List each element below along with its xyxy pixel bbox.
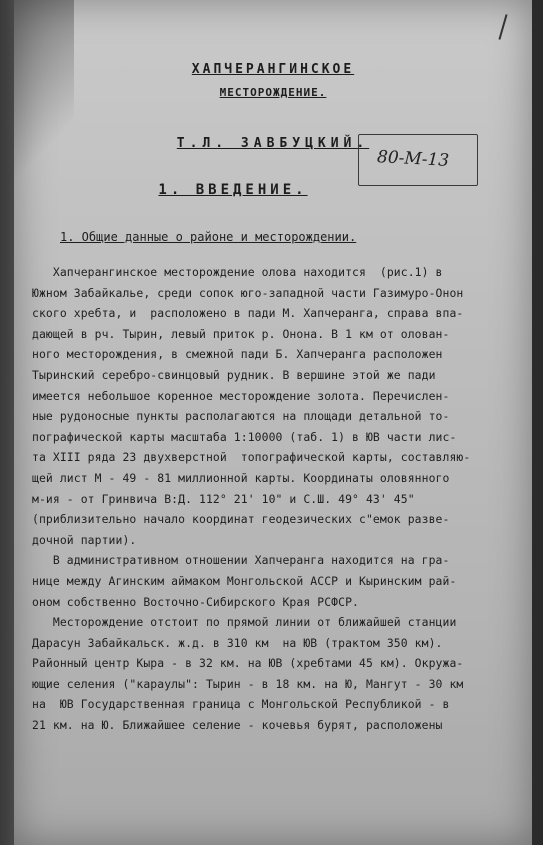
body-line: Дарасун Забайкальск. ж.д. в 310 км на ЮВ (трактом 350 км). bbox=[32, 635, 443, 650]
archive-stamp-code: 80-М-13 bbox=[376, 147, 450, 171]
body-line: Районный центр Кыра - в 32 км. на ЮВ (хребтами 45 км). Окружа- bbox=[32, 656, 464, 671]
body-line: 21 км. на Ю. Ближайшее селение - кочевья бурят, расположены bbox=[32, 718, 443, 733]
document-title: ХАПЧЕРАНГИНСКОЕ bbox=[191, 62, 355, 77]
body-line: имеется небольшое коренное месторождение золота. Перечислен- bbox=[32, 388, 450, 403]
body-line: Месторождение отстоит по прямой линии от ближайшей станции bbox=[32, 615, 457, 630]
section-heading: 1. ВВЕДЕНИЕ. bbox=[158, 182, 308, 198]
pen-mark bbox=[498, 14, 507, 40]
body-line: В административном отношении Хапчеранга находится на гра- bbox=[32, 553, 450, 568]
body-line: на ЮВ Государственная граница с Монгольской Республикой - в bbox=[32, 697, 450, 712]
document-subtitle: МЕСТОРОЖДЕНИЕ. bbox=[219, 86, 327, 99]
body-line: м-ия - от Гринвича В:Д. 112° 21' 10" и С.Ш. 49° 43' 45" bbox=[32, 491, 415, 506]
body-line: ного месторождения, в смежной пади Б. Хапчеранга расположен bbox=[32, 347, 443, 362]
body-line: Хапчерангинское месторождение олова находится (рис.1) в bbox=[32, 265, 443, 279]
body-line: оном собственно Восточно-Сибирского Края РСФСР. bbox=[32, 594, 360, 609]
body-line: дающей в рч. Тырин, левый приток р. Онона. В 1 км от олован- bbox=[32, 326, 450, 341]
subsection-heading: 1. Общие данные о районе и месторождении. bbox=[60, 230, 357, 244]
document-page bbox=[14, 0, 532, 845]
body-line: (приблизительно начало координат геодезических с"емок разве- bbox=[32, 512, 450, 527]
body-line: дочной партии). bbox=[32, 532, 137, 547]
body-line: пографической карты масштаба 1:10000 (таб. 1) в ЮВ части лис- bbox=[32, 429, 457, 444]
body-line: ные рудоносные пункты располагаются на площади детальной то- bbox=[32, 409, 450, 424]
body-line: щей лист М - 49 - 81 миллионной карты. Координаты оловянного bbox=[32, 470, 450, 485]
body-line: Южном Забайкалье, среди сопок юго-западной части Газимуро-Онон bbox=[32, 285, 464, 300]
body-line: Тыринский серебро-свинцовый рудник. В вершине этой же пади bbox=[32, 367, 436, 382]
body-line: ющие селения ("караулы": Тырин - в 18 км. на Ю, Мангут - 30 км bbox=[32, 676, 464, 691]
body-text bbox=[32, 262, 532, 736]
archive-stamp bbox=[358, 134, 478, 186]
body-line: ского хребта, и расположено в пади М. Хапчеранга, справа впа- bbox=[32, 306, 464, 321]
page-corner-shadow bbox=[14, 0, 74, 200]
body-line: та XIII ряда 23 двухверстной топографической карты, составляю- bbox=[32, 450, 471, 465]
document-author: Т.Л. ЗАВБУЦКИЙ. bbox=[176, 136, 370, 151]
body-line: нице между Агинским аймаком Монгольской АССР и Кыринским рай- bbox=[32, 573, 457, 588]
